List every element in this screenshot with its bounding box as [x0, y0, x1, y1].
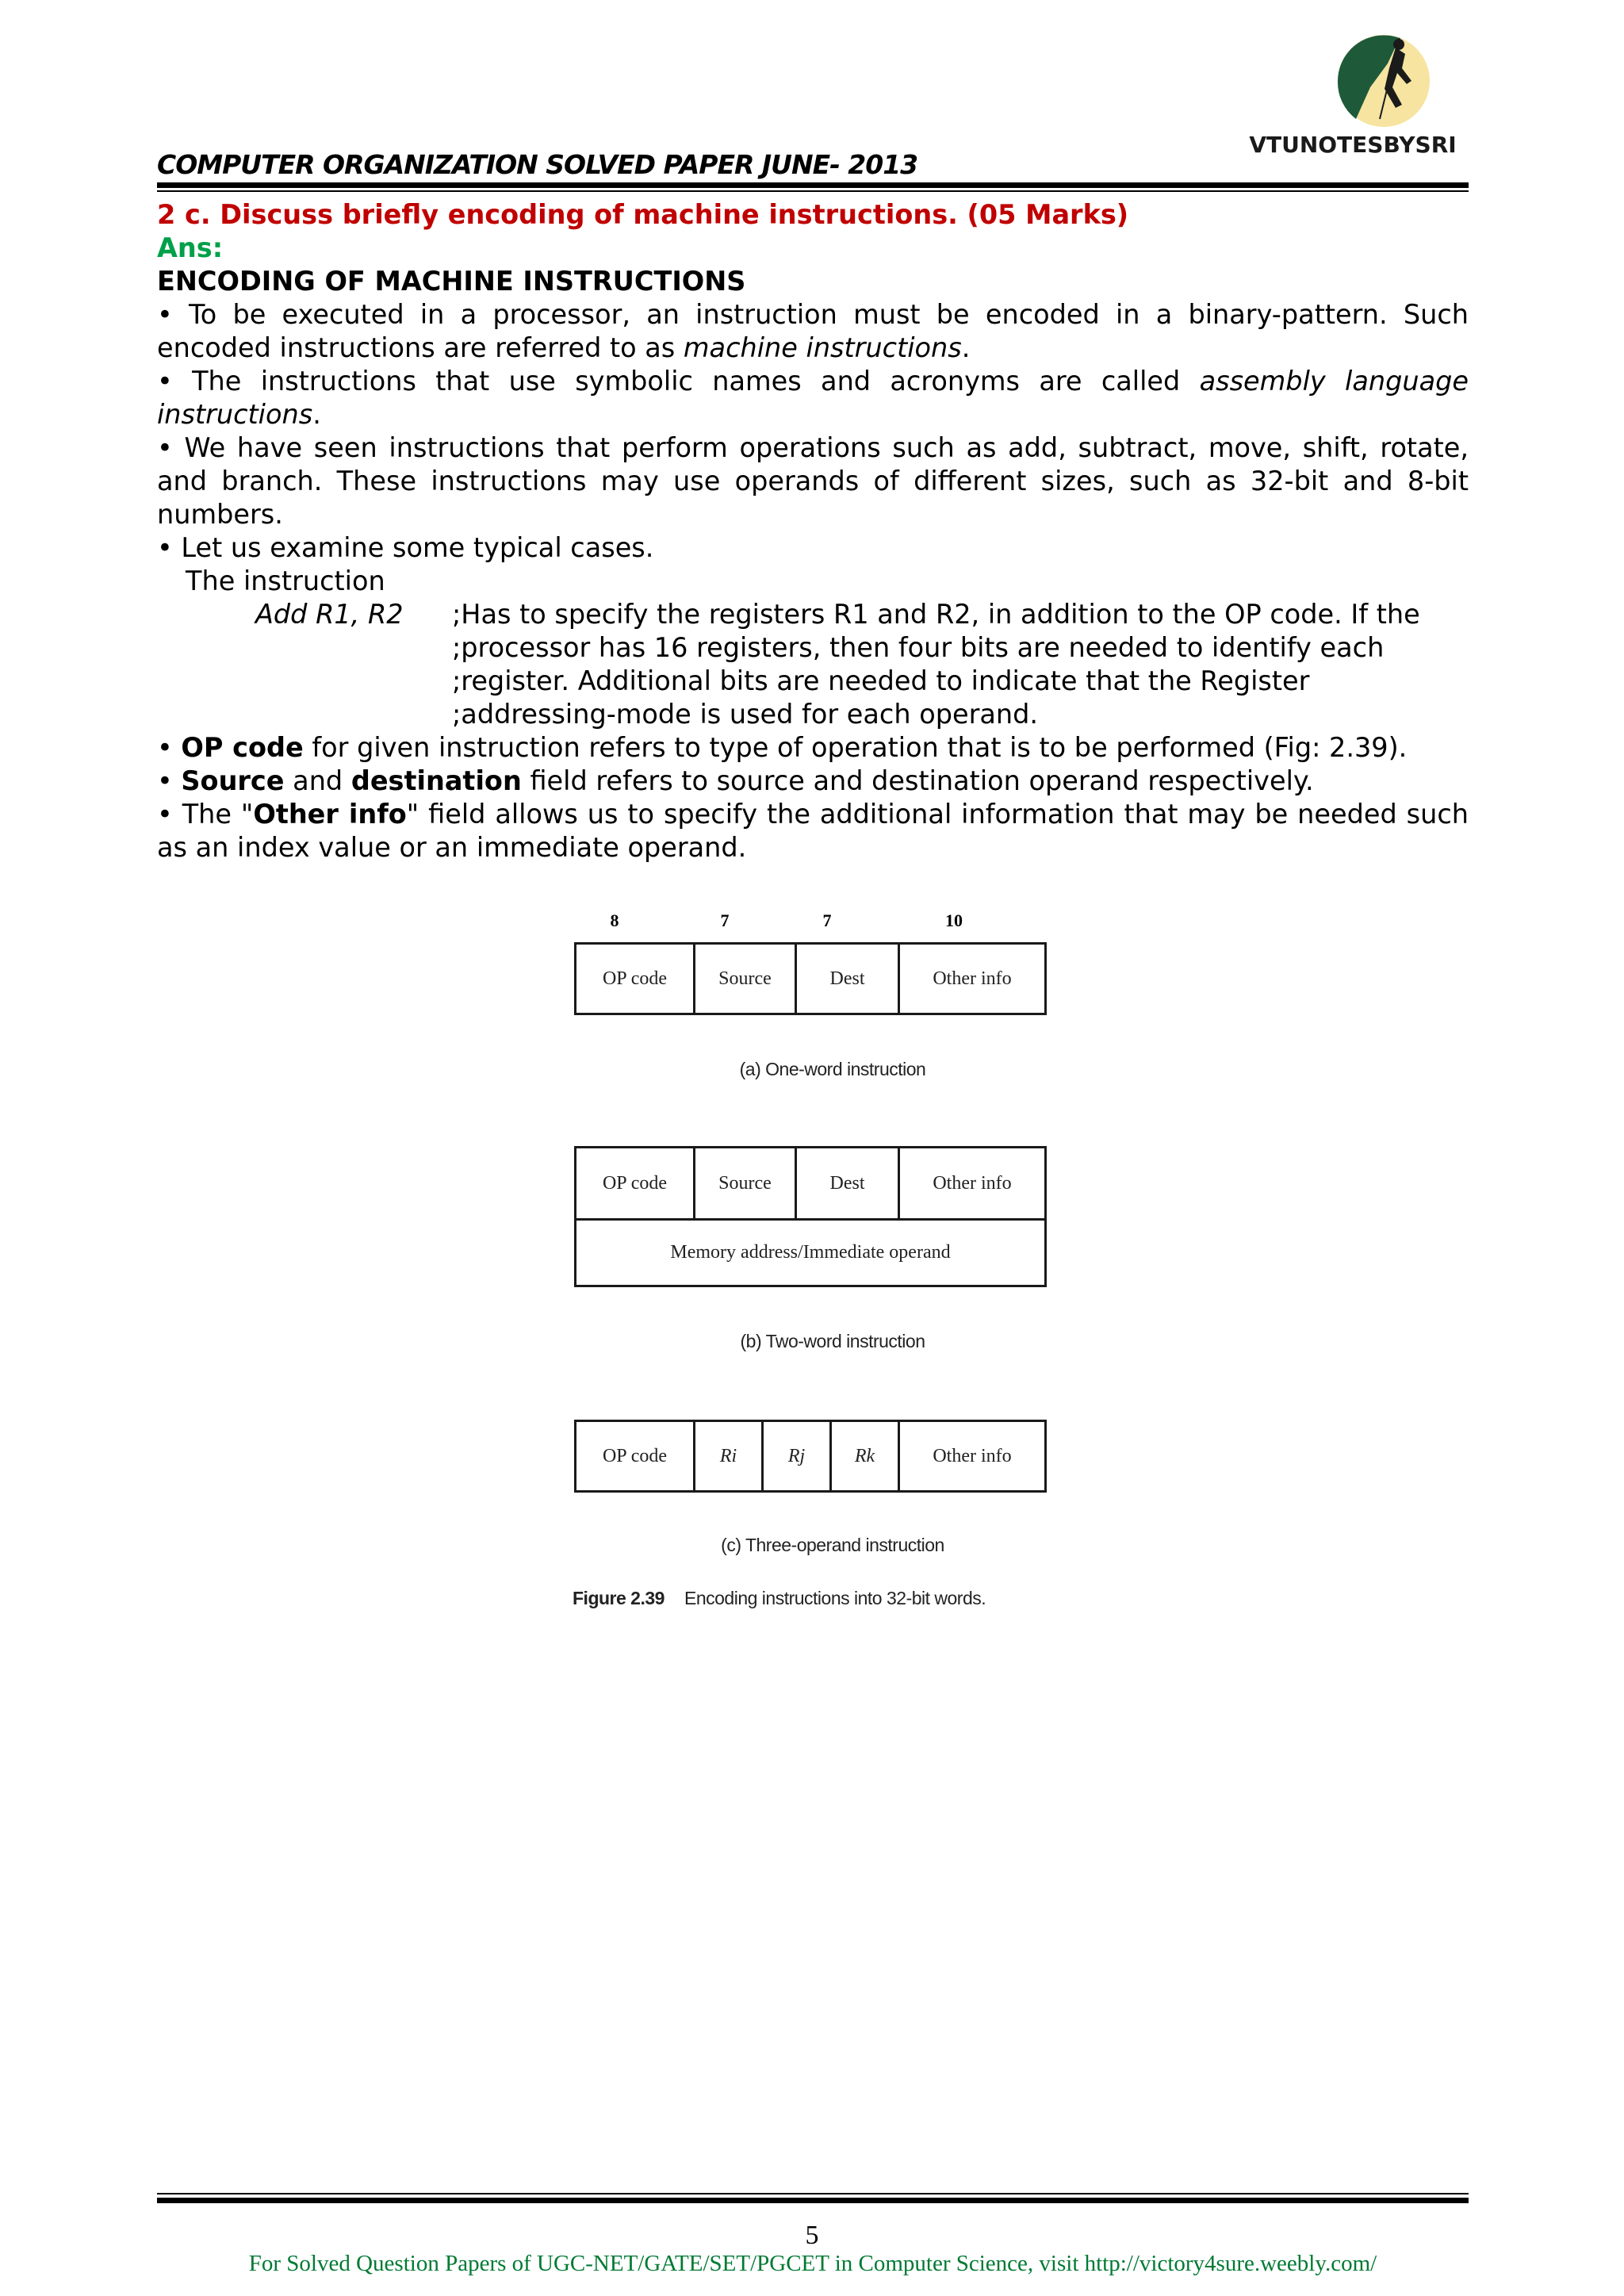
footer-link-text: For Solved Question Papers of UGC-NET/GATE/SET/PGCET in Computer Science, visit http://victory4sure.weebly.com/ [248, 2251, 1377, 2276]
field-dest: Dest [797, 1148, 900, 1218]
instruction-line: ;register. Additional bits are needed to indicate that the Register [452, 665, 1310, 696]
page-number: 5 [805, 2221, 819, 2250]
field-opcode: OP code [576, 945, 695, 1013]
bullet-other-info: • The "Other info" field allows us to specify the additional information that may be needed such as an index value or an immediate operand. [157, 799, 1469, 863]
footer-rule-thin [157, 2193, 1469, 2194]
footer-rule [157, 2198, 1469, 2203]
paragraph-machine-instructions: • To be executed in a processor, an instruction must be encoded in a binary-pattern. Such encoded instructions are referred to as machine instructions. [157, 299, 1469, 363]
instruction-code: Add R1, R2 [255, 599, 404, 630]
instruction-line: ;addressing-mode is used for each operand. [452, 699, 1039, 730]
field-source: Source [695, 945, 797, 1013]
instruction-line: ;processor has 16 registers, then four bits are needed to identify each [452, 632, 1385, 663]
caption-two-word: (b) Two-word instruction [740, 1331, 925, 1351]
two-word-instruction-box [574, 1146, 1047, 1287]
section-heading: ENCODING OF MACHINE INSTRUCTIONS [157, 266, 746, 297]
figure-number: Figure 2.39 [573, 1588, 665, 1608]
page-header-title: COMPUTER ORGANIZATION SOLVED PAPER JUNE- 2013 [157, 149, 918, 180]
field-source: Source [695, 1148, 797, 1218]
document-body [157, 198, 1469, 864]
field-rj: Rj [764, 1422, 832, 1490]
one-word-instruction-box [574, 942, 1047, 1015]
field-opcode: OP code [576, 1422, 695, 1490]
bit-width-label: 10 [945, 910, 963, 930]
bit-width-label: 8 [610, 910, 619, 930]
brand-name: VTUNOTESBYSRI [1249, 132, 1457, 158]
field-ri: Ri [695, 1422, 764, 1490]
instruction-description [452, 598, 1469, 731]
header-rule-thin [157, 190, 1469, 192]
field-rk: Rk [832, 1422, 900, 1490]
paragraph-operations: • We have seen instructions that perform operations such as add, subtract, move, shift, rotate, and branch. These instructions may use operands of different sizes, such as 32-bit and 8-bit numbers. [157, 432, 1469, 530]
bit-width-label: 7 [720, 910, 730, 930]
field-opcode: OP code [576, 1148, 695, 1218]
instruction-line: ;Has to specify the registers R1 and R2, in addition to the OP code. If the [452, 599, 1420, 630]
header-rule [157, 182, 1469, 188]
figure-title: Encoding instructions into 32-bit words. [684, 1588, 986, 1608]
paragraph-typical-cases: • Let us examine some typical cases. [157, 532, 654, 563]
bullet-source-destination: • Source and destination field refers to source and destination operand respectively. [157, 765, 1314, 796]
three-operand-instruction-box [574, 1420, 1047, 1493]
caption-three-operand: (c) Three-operand instruction [721, 1535, 944, 1555]
field-other-info: Other info [933, 968, 1012, 989]
instruction-example [157, 598, 1469, 731]
paragraph-assembly-language: • The instructions that use symbolic names and acronyms are called assembly language instructions. [157, 366, 1469, 430]
field-memory-address: Memory address/Immediate operand [670, 1242, 951, 1263]
field-other-info: Other info [933, 1172, 1012, 1194]
question-heading: 2 c. Discuss briefly encoding of machine instructions. (05 Marks) [157, 199, 1129, 230]
caption-one-word: (a) One-word instruction [739, 1059, 926, 1079]
field-dest: Dest [797, 945, 900, 1013]
bit-width-label: 7 [822, 910, 832, 930]
paragraph-the-instruction: The instruction [186, 565, 385, 596]
bullet-opcode: • OP code for given instruction refers to type of operation that is to be performed (Fig: 2.39). [157, 732, 1408, 763]
field-other-info: Other info [933, 1445, 1012, 1466]
answer-label: Ans: [157, 232, 224, 263]
first-word-row [576, 1148, 1044, 1221]
